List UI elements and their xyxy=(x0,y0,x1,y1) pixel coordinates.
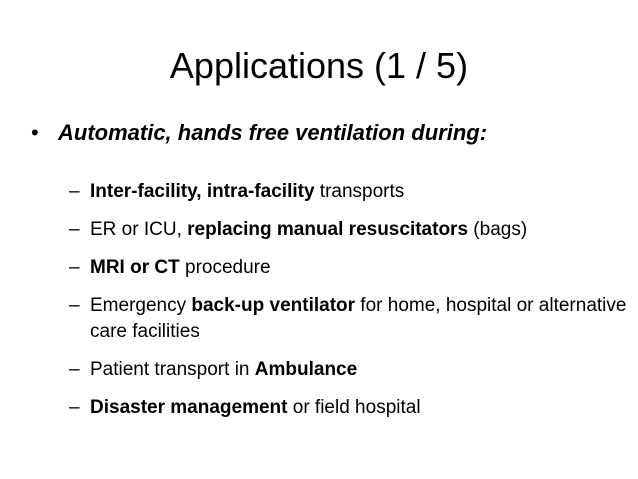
sub-bullet-item xyxy=(69,293,629,345)
sub-bullet-text xyxy=(90,255,629,281)
sub-bullet-text xyxy=(90,179,629,205)
bullet-dot-icon: • xyxy=(31,120,39,145)
dash-marker-icon: – xyxy=(69,257,80,278)
bold-text: Inter-facility, intra-facility xyxy=(90,181,315,202)
main-bullet-text: Automatic, hands free ventilation during: xyxy=(58,120,488,145)
sub-bullet-item xyxy=(69,179,629,205)
sub-bullet-text xyxy=(90,357,629,383)
slide-title: Applications (1 / 5) xyxy=(169,45,469,86)
regular-text: (bags) xyxy=(468,219,528,240)
dash-marker-icon: – xyxy=(69,359,80,380)
regular-text: or field hospital xyxy=(287,397,421,418)
regular-text: Emergency xyxy=(90,295,192,316)
sub-bullet-item xyxy=(69,255,629,281)
sub-bullet-list xyxy=(69,179,629,433)
sub-bullet-item xyxy=(69,217,629,243)
sub-bullet-item xyxy=(69,395,629,421)
dash-marker-icon: – xyxy=(69,295,80,316)
bold-text: replacing manual resuscitators xyxy=(187,219,469,240)
bold-text: MRI or CT xyxy=(90,257,180,278)
dash-marker-icon: – xyxy=(69,181,80,202)
sub-bullet-text xyxy=(90,217,629,243)
sub-bullet-text xyxy=(90,293,629,345)
main-bullet xyxy=(31,118,487,148)
bold-text: Ambulance xyxy=(254,359,358,380)
bold-text: Disaster management xyxy=(90,397,288,418)
regular-text: procedure xyxy=(179,257,271,278)
bold-text: back-up ventilator xyxy=(191,295,356,316)
dash-marker-icon: – xyxy=(69,397,80,418)
regular-text: transports xyxy=(314,181,405,202)
dash-marker-icon: – xyxy=(69,219,80,240)
regular-text: for home, hospital or alternative care facilities xyxy=(90,295,627,342)
sub-bullet-text xyxy=(90,395,629,421)
regular-text: Patient transport in xyxy=(90,359,255,380)
sub-bullet-item xyxy=(69,357,629,383)
regular-text: ER or ICU, xyxy=(90,219,188,240)
